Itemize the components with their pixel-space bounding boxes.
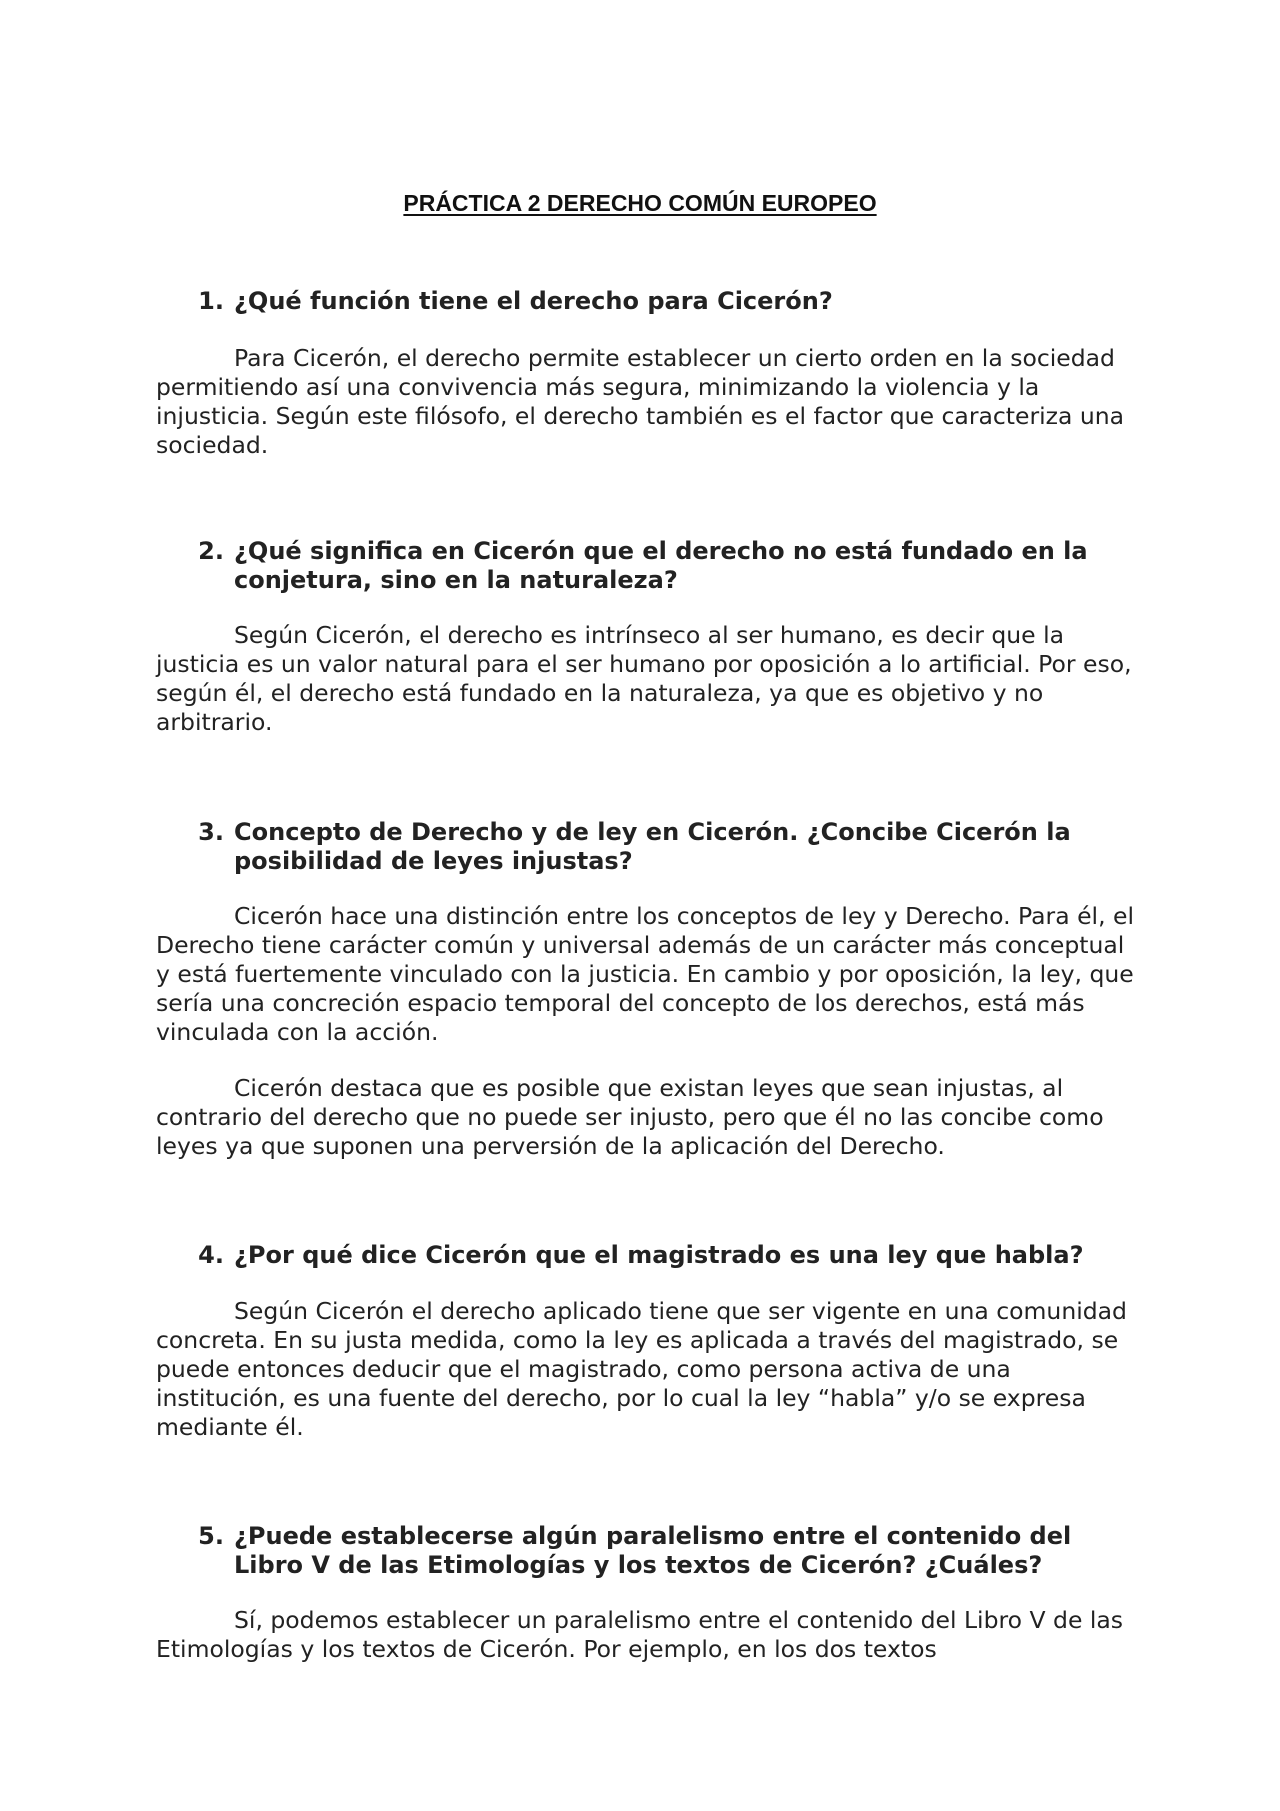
question-text: ¿Puede establecerse algún paralelismo entre el contenido del Libro V de las Etimologías y los textos de Cicerón? ¿Cuáles? [234,1522,1072,1579]
answer-paragraph: Según Cicerón el derecho aplicado tiene que ser vigente en una comunidad concreta. En su justa medida, como la ley es aplicada a través del magistrado, se puede entonces deducir que el magistrado, como persona activa de una institución, es una fuente del derecho, por lo cual la ley “habla” y/o se expresa mediante él. [156,1297,1127,1441]
section-2 [156,537,1136,737]
question-number: 3. [198,818,224,846]
answer-paragraph: Sí, podemos establecer un paralelismo entre el contenido del Libro V de las Etimologías y los textos de Cicerón. Por ejemplo, en los dos textos [156,1606,1124,1663]
question-heading [156,537,1136,595]
question-heading [156,818,1136,876]
section-3 [156,818,1136,1161]
section-5 [156,1522,1136,1664]
question-text: ¿Por qué dice Cicerón que el magistrado es una ley que habla? [234,1241,1084,1269]
answer-paragraph: Cicerón hace una distinción entre los conceptos de ley y Derecho. Para él, el Derecho tiene carácter común y universal además de un carácter más conceptual y está fuertemente vinculado con la justicia. En cambio y por oposición, la ley, que sería una concreción espacio temporal del concepto de los derechos, está más vinculada con la acción. [156,902,1134,1046]
question-number: 4. [198,1241,224,1269]
document-title: PRÁCTICA 2 DERECHO COMÚN EUROPEO [403,190,877,216]
answer-paragraph: Según Cicerón, el derecho es intrínseco al ser humano, es decir que la justicia es un valor natural para el ser humano por oposición a lo artificial. Por eso, según él, el derecho está fundado en la naturaleza, ya que es objetivo y no arbitrario. [156,621,1132,736]
question-text: Concepto de Derecho y de ley en Cicerón. ¿Concibe Cicerón la posibilidad de leyes injustas? [234,818,1071,875]
question-number: 2. [198,537,224,565]
answer-paragraph: Para Cicerón, el derecho permite establecer un cierto orden en la sociedad permitiendo así una convivencia más segura, minimizando la violencia y la injusticia. Según este filósofo, el derecho también es el factor que caracteriza una sociedad. [156,344,1125,459]
question-text: ¿Qué significa en Cicerón que el derecho no está fundado en la conjetura, sino en la naturaleza? [234,537,1088,594]
question-number: 1. [198,287,224,315]
question-text: ¿Qué función tiene el derecho para Cicerón? [234,287,833,315]
section-1 [156,287,1136,460]
section-4 [156,1241,1136,1442]
question-heading [156,287,1136,316]
question-heading [156,1522,1136,1580]
question-heading [156,1241,1136,1270]
question-number: 5. [198,1522,224,1550]
answer-paragraph: Cicerón destaca que es posible que existan leyes que sean injustas, al contrario del derecho que no puede ser injusto, pero que él no las concibe como leyes ya que suponen una perversión de la aplicación del Derecho. [156,1074,1104,1160]
